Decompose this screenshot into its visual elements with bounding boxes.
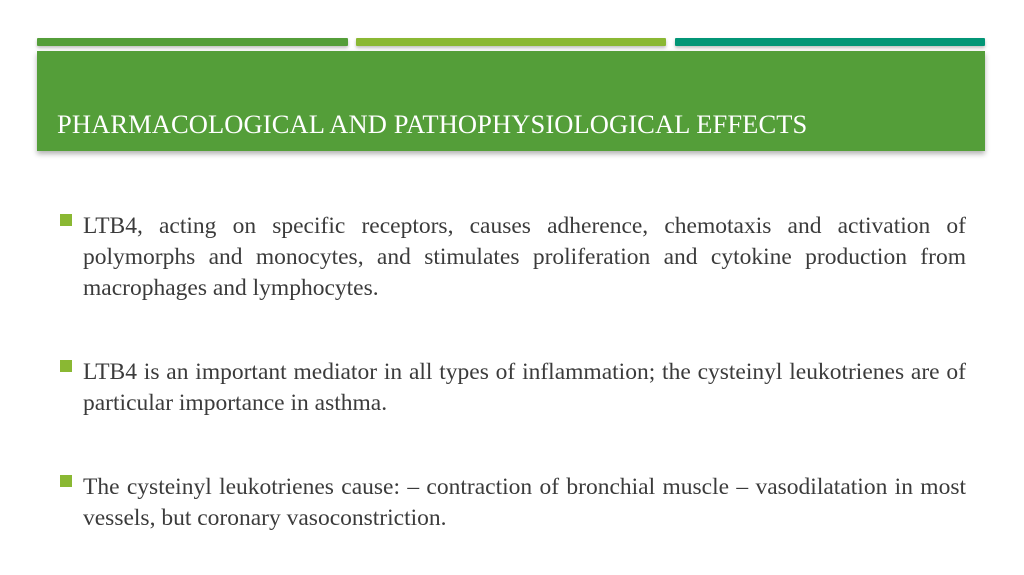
accent-bar-light-green — [356, 38, 666, 46]
square-bullet-icon — [60, 214, 72, 226]
bullet-item — [60, 357, 966, 419]
bullet-text: LTB4, acting on specific receptors, causes adherence, chemotaxis and activation of polymorphs and monocytes, and stimulates proliferation and cytokine production from macrophages and lymphocytes. — [83, 213, 966, 301]
accent-bar-green — [37, 38, 348, 46]
square-bullet-icon — [60, 475, 72, 487]
bullet-text: LTB4 is an important mediator in all types of inflammation; the cysteinyl leukotrienes are of particular importance in asthma. — [83, 359, 966, 416]
accent-bar-teal — [675, 38, 985, 46]
title-band — [37, 51, 985, 151]
bullet-text: The cysteinyl leukotrienes cause: – contraction of bronchial muscle – vasodilatation in most vessels, but coronary vasoconstriction. — [83, 474, 966, 531]
bullet-item — [60, 472, 966, 534]
slide-title: PHARMACOLOGICAL AND PATHOPHYSIOLOGICAL EFFECTS — [57, 109, 808, 139]
square-bullet-icon — [60, 360, 72, 372]
bullet-item — [60, 211, 966, 304]
bullet-list — [60, 211, 966, 534]
